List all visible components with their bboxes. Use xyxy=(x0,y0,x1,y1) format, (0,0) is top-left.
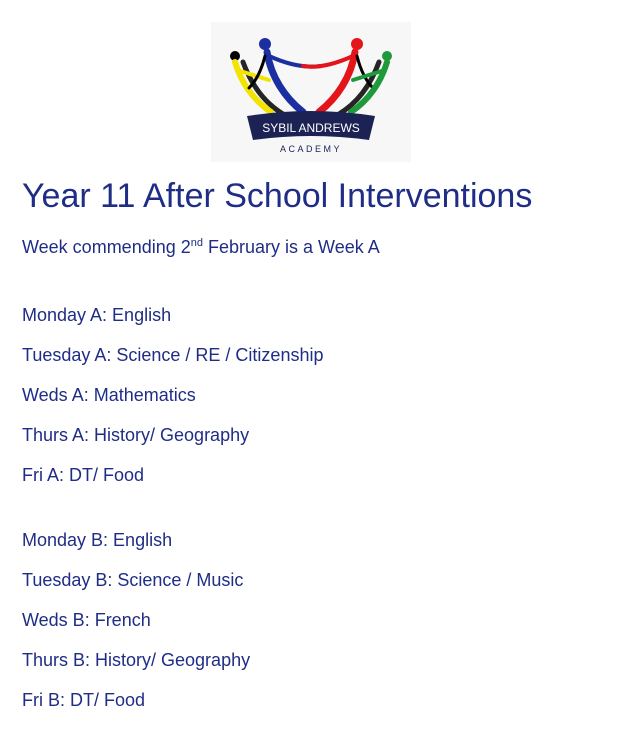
week-b-schedule xyxy=(22,529,250,729)
schedule-item-tuesday-b: Tuesday B: Science / Music xyxy=(22,570,244,590)
schedule-item-friday-b: Fri B: DT/ Food xyxy=(22,690,146,710)
schedule-item-thursday-a: Thurs A: History/ Geography xyxy=(22,425,250,445)
schedule-item-thursday-b: Thurs B: History/ Geography xyxy=(22,650,251,670)
week-note-ordinal: nd xyxy=(190,237,203,249)
week-note xyxy=(22,237,380,258)
schedule-item-friday-a: Fri A: DT/ Food xyxy=(22,465,145,485)
week-a-schedule xyxy=(22,304,323,504)
schedule-item-monday-a: Monday A: English xyxy=(22,305,172,325)
schedule-item-wednesday-a: Weds A: Mathematics xyxy=(22,385,196,405)
logo-name-text: SYBIL ANDREWS xyxy=(262,121,360,135)
week-note-after: February is a Week A xyxy=(203,237,380,257)
week-note-before: Week commending 2 xyxy=(22,237,191,257)
logo-sub-text: ACADEMY xyxy=(279,144,343,154)
academy-logo-graphic xyxy=(211,22,411,162)
page-title: Year 11 After School Interventions xyxy=(22,177,533,215)
academy-logo xyxy=(211,22,411,162)
schedule-item-wednesday-b: Weds B: French xyxy=(22,610,151,630)
schedule-item-monday-b: Monday B: English xyxy=(22,530,173,550)
schedule-item-tuesday-a: Tuesday A: Science / RE / Citizenship xyxy=(22,345,324,365)
